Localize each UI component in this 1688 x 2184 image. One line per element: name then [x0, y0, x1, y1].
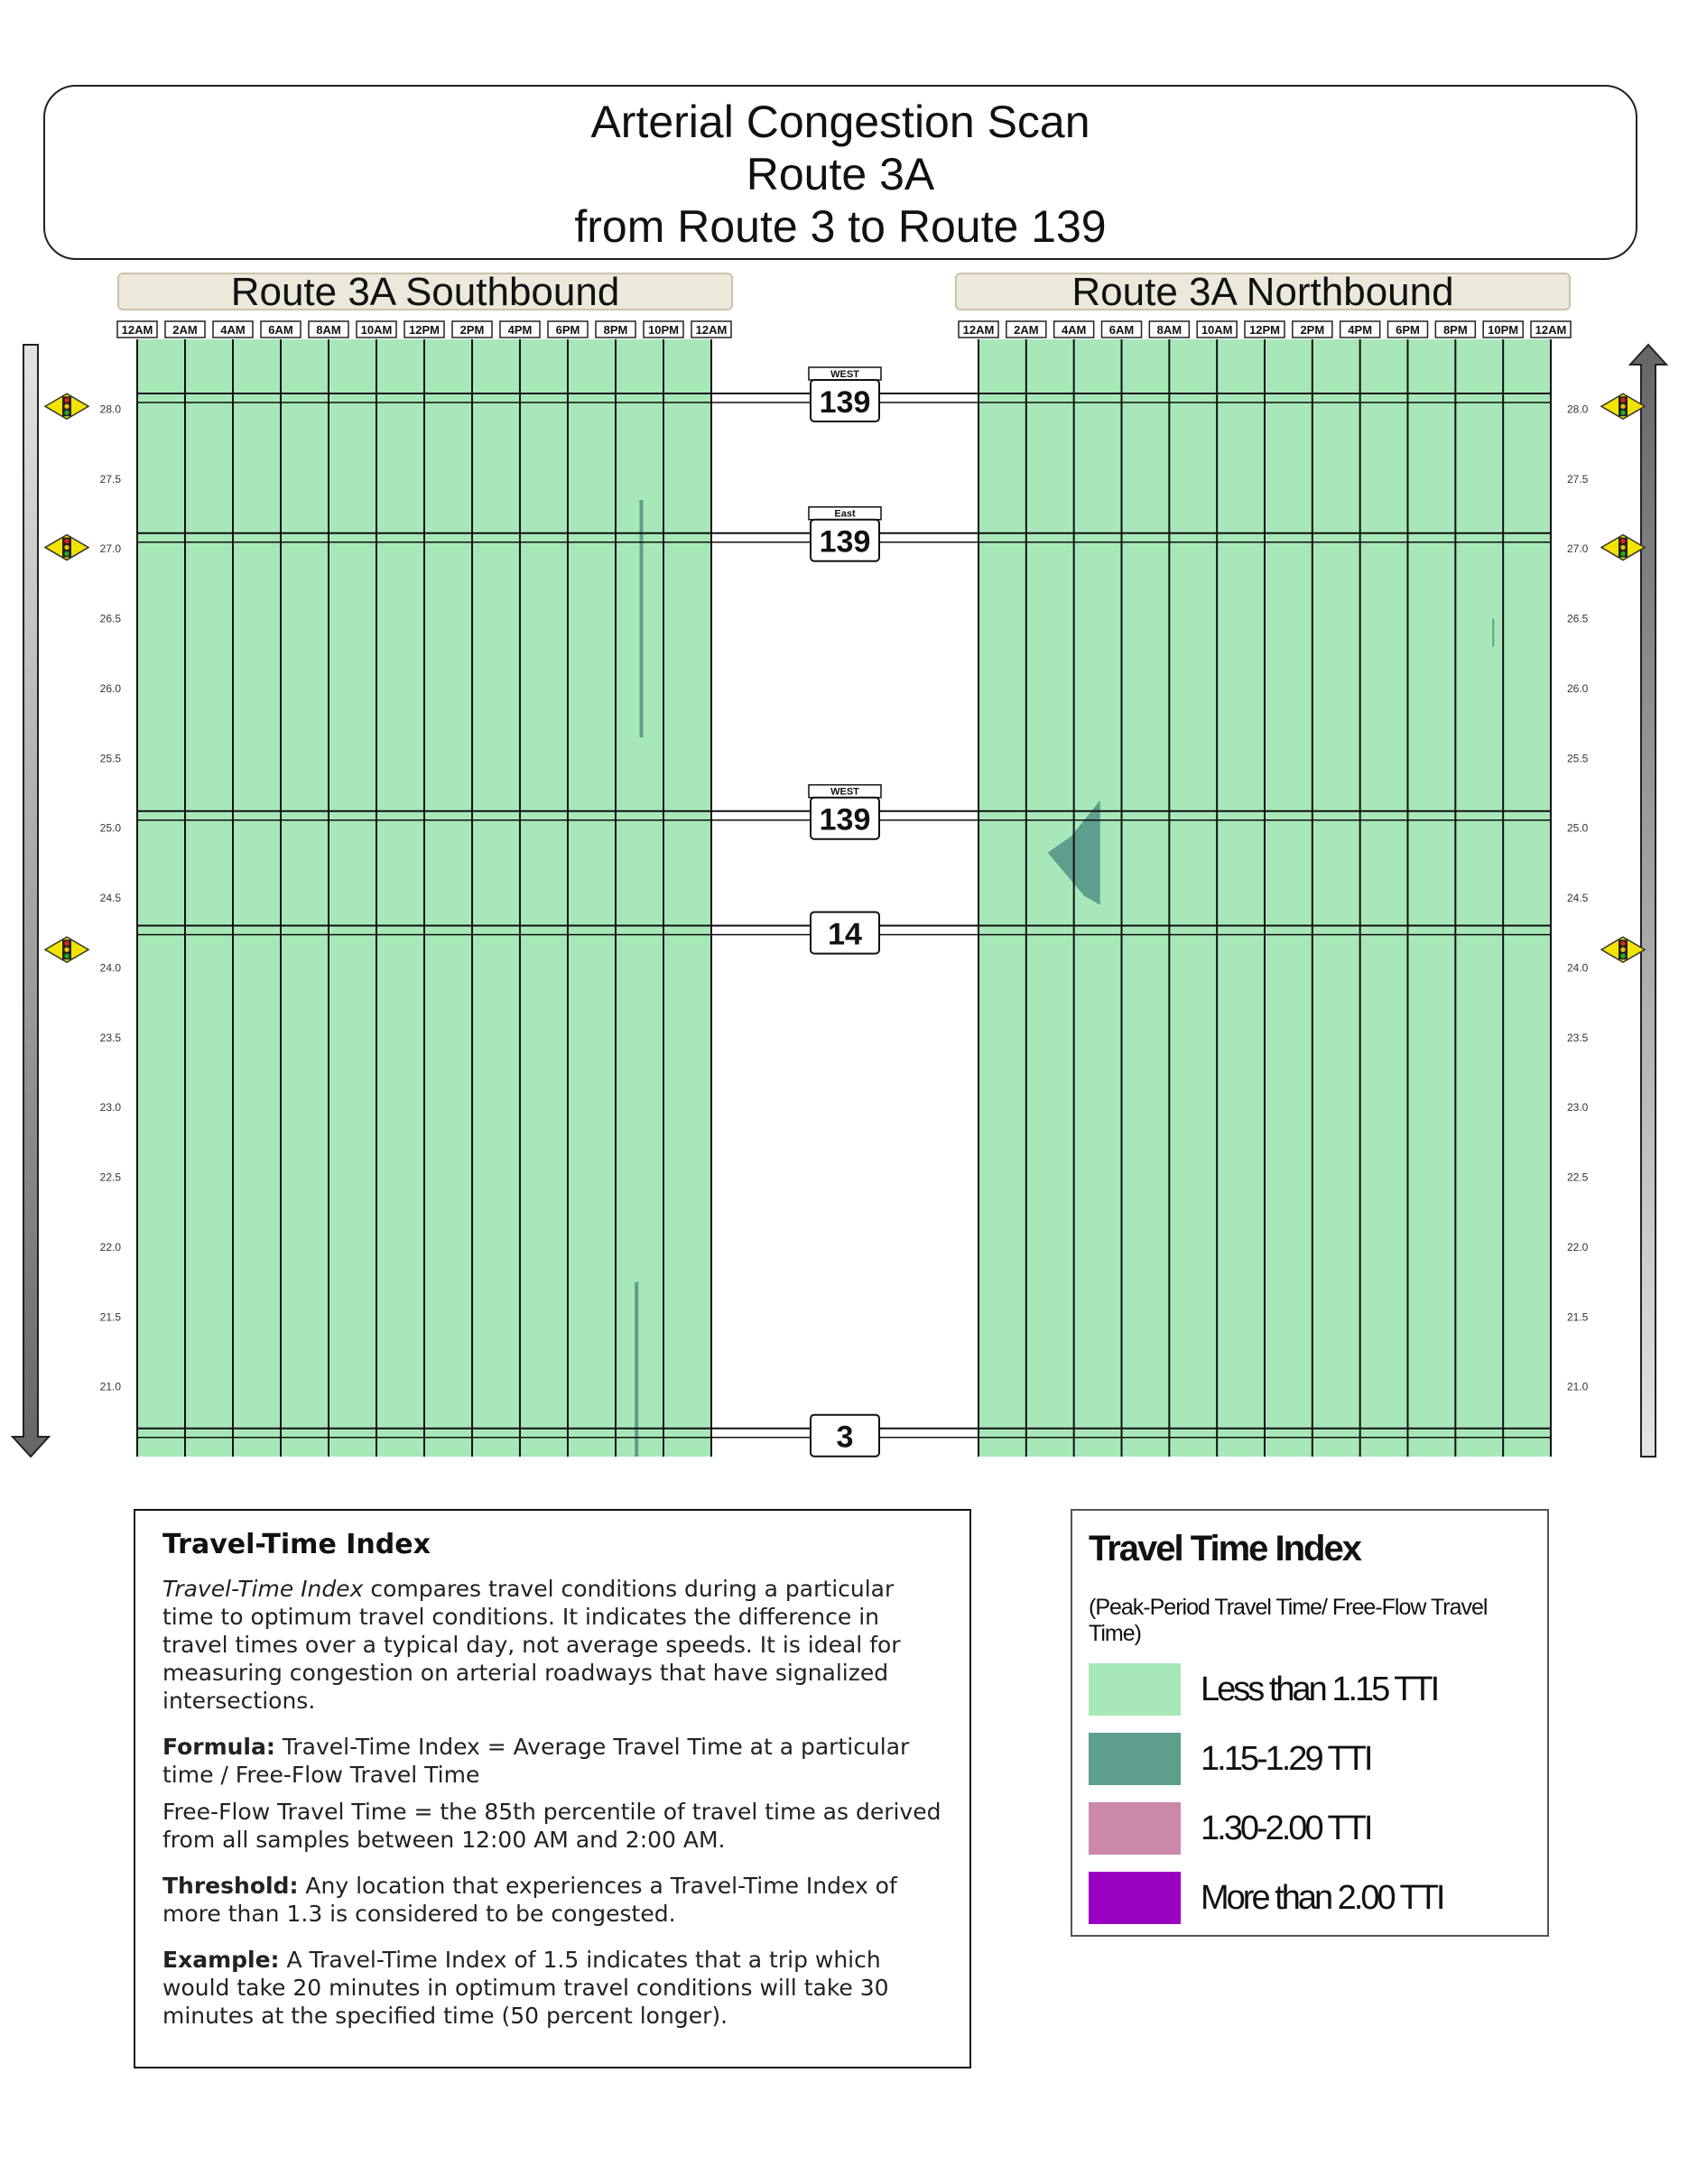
southbound-milepost-label: 24.0 [99, 961, 121, 975]
southbound-time-label [117, 321, 157, 338]
svg-text:12AM: 12AM [1535, 323, 1567, 337]
legend-label-low: Less than 1.15 TTI [1201, 1670, 1438, 1708]
svg-text:12AM: 12AM [695, 323, 728, 337]
page-subtitle-extent: from Route 3 to Route 139 [574, 201, 1107, 252]
northbound-milepost-label: 21.5 [1567, 1310, 1589, 1324]
northbound-time-label [1388, 321, 1428, 338]
northbound-milepost-label: 22.0 [1567, 1240, 1589, 1254]
traffic-signal-icon [1601, 393, 1645, 419]
svg-text:4AM: 4AM [1061, 323, 1087, 337]
traffic-signal-icon [45, 535, 88, 560]
explanation-intro [162, 1575, 942, 1715]
svg-text:4PM: 4PM [1348, 323, 1373, 337]
southbound-milepost-label: 28.0 [99, 403, 121, 416]
southbound-milepost-label: 25.5 [99, 752, 121, 765]
northbound-time-label [1054, 321, 1094, 338]
northbound-time-label [1006, 321, 1046, 338]
southbound-congestion-region [640, 500, 644, 737]
legend-swatch-low [1089, 1663, 1181, 1716]
legend-label-moderate: 1.15-1.29 TTI [1201, 1739, 1371, 1778]
northbound-time-label [1197, 321, 1237, 338]
southbound-milepost-label: 26.0 [99, 681, 121, 695]
northbound-time-label [1340, 321, 1380, 338]
northbound-milepost-label: 25.0 [1567, 821, 1589, 835]
legend-item-high [1089, 1802, 1531, 1855]
route-number-label: 139 [819, 524, 871, 560]
example-label: Example: [162, 1947, 280, 1973]
tti-legend [1071, 1509, 1549, 1937]
svg-text:8PM: 8PM [1442, 323, 1468, 337]
southbound-time-label [644, 321, 683, 338]
traffic-signal-icon [1601, 937, 1645, 962]
northbound-time-label [1149, 321, 1189, 338]
northbound-milepost-label: 23.5 [1567, 1031, 1589, 1044]
southbound-time-label [261, 321, 301, 338]
legend-label-high: 1.30-2.00 TTI [1201, 1809, 1371, 1847]
southbound-milepost-label: 23.0 [99, 1101, 121, 1115]
legend-item-severe [1089, 1872, 1531, 1924]
southbound-time-label [309, 321, 348, 338]
legend-item-low [1089, 1663, 1531, 1716]
svg-text:6PM: 6PM [1396, 323, 1420, 337]
southbound-time-label [213, 321, 253, 338]
southbound-time-label [357, 321, 396, 338]
southbound-time-label [691, 321, 731, 338]
svg-text:10AM: 10AM [360, 323, 393, 337]
route-direction-label: WEST [830, 786, 859, 798]
legend-subtitle: (Peak-Period Travel Time/ Free-Flow Travel Time) [1089, 1595, 1488, 1646]
route-14-shield [811, 912, 879, 954]
northbound-time-label [1293, 321, 1332, 338]
northbound-milepost-label: 24.5 [1567, 892, 1589, 904]
route-139-shield [809, 367, 881, 421]
svg-text:4PM: 4PM [507, 323, 533, 337]
svg-text:12PM: 12PM [1249, 323, 1280, 337]
svg-text:12AM: 12AM [962, 323, 995, 337]
page-subtitle-route: Route 3A [746, 149, 935, 199]
route-number-label: 139 [819, 802, 871, 838]
southbound-milepost-label: 23.5 [99, 1031, 121, 1044]
northbound-milepost-label: 26.0 [1567, 681, 1589, 695]
svg-text:8AM: 8AM [316, 323, 341, 337]
northbound-milepost-label: 22.5 [1567, 1171, 1589, 1184]
threshold-text: Any location that experiences a Travel-Time Index of more than 1.3 is considered to be congested. [162, 1873, 897, 1927]
southbound-milepost-label: 27.5 [99, 472, 121, 486]
route-number-label: 3 [836, 1420, 854, 1455]
svg-text:6AM: 6AM [1108, 323, 1135, 337]
southbound-milepost-label: 21.5 [99, 1310, 121, 1324]
southbound-time-label [596, 321, 635, 338]
legend-label-severe: More than 2.00 TTI [1201, 1878, 1443, 1917]
svg-text:8PM: 8PM [603, 323, 628, 337]
svg-text:12AM: 12AM [121, 323, 153, 337]
formula-text: Travel-Time Index = Average Travel Time at a particular time / Free-Flow Travel Time [162, 1734, 910, 1788]
northbound-time-label [1531, 321, 1571, 338]
route-3-shield [811, 1415, 879, 1457]
northbound-milepost-label: 25.5 [1567, 752, 1589, 765]
legend-swatch-severe [1089, 1872, 1181, 1924]
route-direction-label: WEST [830, 368, 859, 380]
southbound-milepost-label: 22.0 [99, 1240, 121, 1254]
tti-explanation-box [134, 1509, 971, 2068]
northbound-header: Route 3A Northbound [955, 273, 1571, 310]
explanation-example [162, 1946, 942, 2030]
svg-text:10PM: 10PM [648, 323, 679, 337]
svg-text:2AM: 2AM [172, 323, 198, 337]
northbound-time-label [1102, 321, 1142, 338]
svg-text:4AM: 4AM [220, 323, 246, 337]
southbound-milepost-label: 22.5 [99, 1171, 121, 1184]
explanation-heading: Travel-Time Index [162, 1529, 431, 1560]
svg-text:2PM: 2PM [1300, 323, 1325, 337]
northbound-milepost-label: 24.0 [1567, 961, 1589, 975]
traffic-signal-icon [45, 393, 88, 419]
northbound-time-label [1483, 321, 1523, 338]
svg-text:2AM: 2AM [1014, 323, 1039, 337]
northbound-milepost-label: 26.5 [1567, 612, 1589, 625]
explanation-formula [162, 1733, 942, 1789]
route-139-shield [809, 785, 881, 839]
svg-text:2PM: 2PM [459, 323, 485, 337]
southbound-milepost-label: 21.0 [99, 1380, 121, 1393]
page-title: Arterial Congestion Scan [590, 97, 1090, 147]
legend-item-moderate [1089, 1733, 1531, 1785]
southbound-time-label [452, 321, 492, 338]
northbound-milepost-label: 21.0 [1567, 1380, 1589, 1393]
route-139-shield [809, 507, 881, 561]
northbound-time-label [959, 321, 998, 338]
route-direction-label: East [834, 508, 856, 520]
southbound-milepost-label: 27.0 [99, 542, 121, 556]
northbound-time-label [1245, 321, 1285, 338]
southbound-direction-arrow [13, 345, 49, 1457]
legend-swatch-moderate [1089, 1733, 1181, 1785]
explanation-freeflow: Free-Flow Travel Time = the 85th percentile of travel time as derived from all samples between 12:00 AM and 2:00 AM. [162, 1799, 941, 1853]
explanation-intro-term: Travel-Time Index [162, 1576, 364, 1602]
northbound-congestion-region [1492, 619, 1494, 647]
explanation-threshold [162, 1872, 942, 1928]
svg-text:8AM: 8AM [1156, 323, 1183, 337]
svg-text:6AM: 6AM [268, 323, 293, 337]
svg-text:12PM: 12PM [409, 323, 440, 337]
threshold-label: Threshold: [162, 1873, 299, 1899]
traffic-signal-icon [45, 937, 88, 962]
southbound-milepost-label: 24.5 [99, 892, 121, 904]
northbound-milepost-label: 27.0 [1567, 542, 1589, 556]
example-text: A Travel-Time Index of 1.5 indicates that a trip which would take 20 minutes in optimum travel conditions will take 30 minutes at the specified time (50 percent longer). [162, 1947, 889, 2029]
southbound-time-label [404, 321, 444, 338]
southbound-time-label [500, 321, 540, 338]
northbound-time-label [1435, 321, 1475, 338]
route-number-label: 14 [828, 917, 862, 952]
svg-text:10AM: 10AM [1201, 323, 1233, 337]
southbound-congestion-region [635, 1282, 638, 1457]
legend-title: Travel Time Index [1089, 1529, 1360, 1569]
southbound-milepost-label: 25.0 [99, 821, 121, 835]
legend-swatch-high [1089, 1802, 1181, 1855]
southbound-milepost-label: 26.5 [99, 612, 121, 625]
route-number-label: 139 [819, 384, 871, 420]
svg-text:6PM: 6PM [555, 323, 580, 337]
formula-label: Formula: [162, 1734, 275, 1760]
southbound-header: Route 3A Southbound [117, 273, 733, 310]
svg-text:10PM: 10PM [1488, 323, 1519, 337]
northbound-milepost-label: 28.0 [1567, 403, 1589, 416]
northbound-direction-arrow [1630, 345, 1666, 1457]
explanation-intro-text: compares travel conditions during a particular time to optimum travel conditions. It indicates the difference in travel times over a typical day, not average speeds. It is ideal for measuring congestion on arterial roadways that have signalized intersections. [162, 1576, 901, 1714]
southbound-time-label [165, 321, 205, 338]
southbound-time-label [548, 321, 588, 338]
northbound-milepost-label: 27.5 [1567, 472, 1589, 486]
northbound-milepost-label: 23.0 [1567, 1101, 1589, 1115]
traffic-signal-icon [1601, 535, 1645, 560]
